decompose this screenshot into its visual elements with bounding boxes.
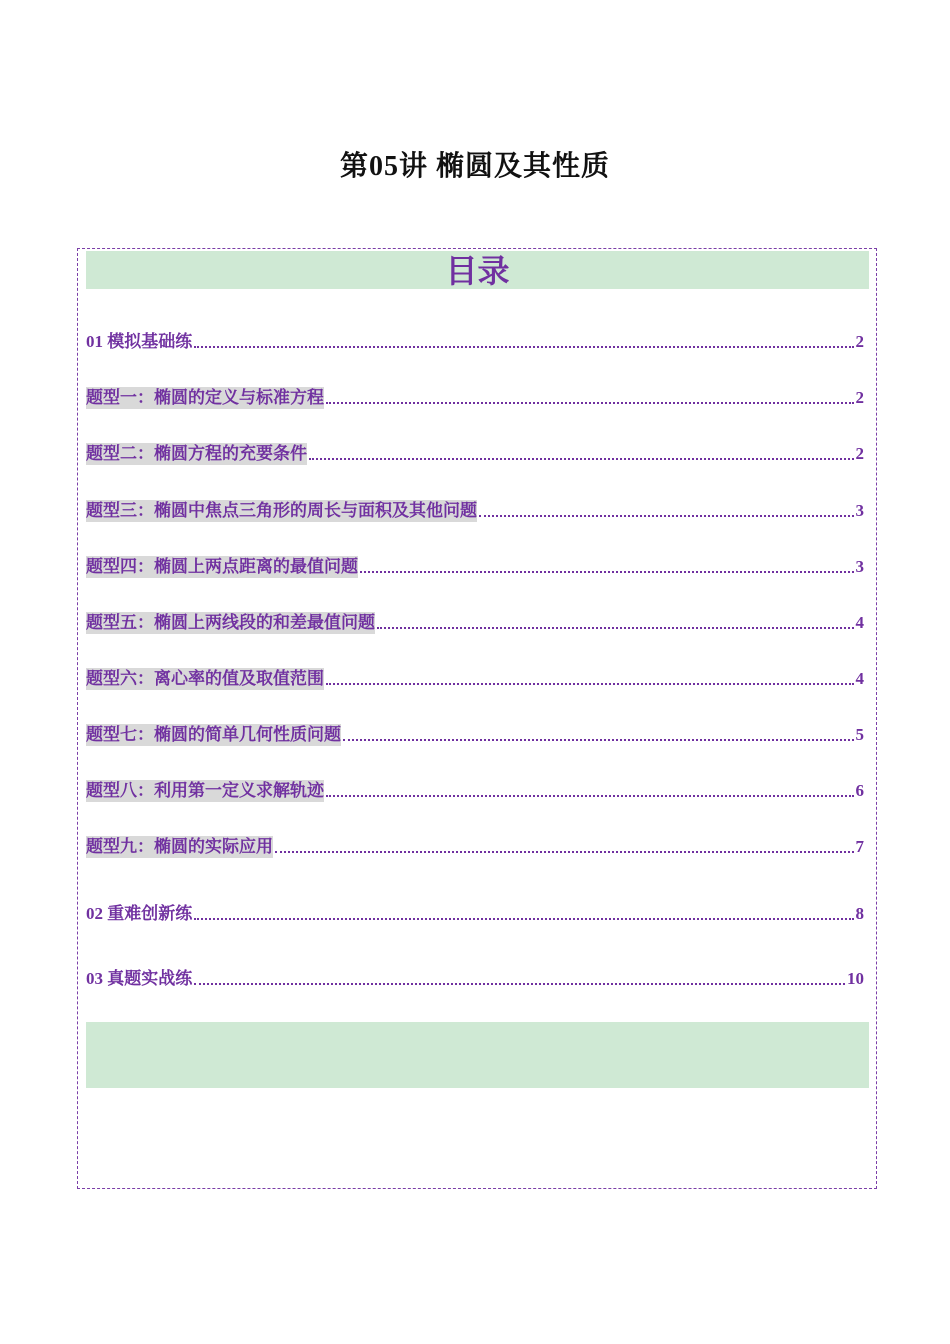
toc-entry-label: 题型七：椭圆的简单几何性质问题	[86, 725, 341, 744]
toc-entry-page: 5	[855, 725, 864, 744]
toc-leader-dots	[326, 402, 854, 404]
toc-entry-type-8[interactable]	[86, 778, 864, 802]
toc-entry-page: 7	[855, 837, 864, 856]
toc-entry-type-3[interactable]	[86, 498, 864, 522]
toc-entry-type-6[interactable]	[86, 666, 864, 690]
toc-entry-page: 10	[847, 969, 864, 988]
toc-entry-page: 3	[855, 501, 864, 520]
toc-entry-label: 02 重难创新练	[86, 904, 193, 923]
toc-entry-page: 4	[855, 613, 864, 632]
toc-entry-page: 3	[855, 557, 864, 576]
toc-leader-dots	[194, 918, 853, 920]
toc-entry-label: 题型二：椭圆方程的充要条件	[86, 444, 307, 463]
toc-leader-dots	[326, 795, 854, 797]
toc-entry-label: 题型一：椭圆的定义与标准方程	[86, 388, 324, 407]
toc-leader-dots	[360, 571, 854, 573]
toc-entry-type-5[interactable]	[86, 610, 864, 634]
toc-entry-type-1[interactable]	[86, 385, 864, 409]
toc-leader-dots	[343, 739, 854, 741]
toc-entry-type-7[interactable]	[86, 722, 864, 746]
toc-leader-dots	[326, 683, 854, 685]
toc-leader-dots	[275, 851, 854, 853]
toc-entry-label: 题型五：椭圆上两线段的和差最值问题	[86, 613, 375, 632]
toc-entry-label: 题型八：利用第一定义求解轨迹	[86, 781, 324, 800]
toc-leader-dots	[377, 627, 854, 629]
toc-entry-basic-practice[interactable]	[86, 329, 864, 353]
toc-entry-label: 题型四：椭圆上两点距离的最值问题	[86, 557, 358, 576]
table-of-contents	[77, 248, 877, 1189]
toc-entry-label: 题型九：椭圆的实际应用	[86, 837, 273, 856]
toc-leader-dots	[479, 515, 854, 517]
toc-footer-band	[86, 1022, 869, 1088]
toc-entry-label: 03 真题实战练	[86, 969, 193, 988]
toc-entry-label: 题型三：椭圆中焦点三角形的周长与面积及其他问题	[86, 501, 477, 520]
toc-entry-page: 6	[855, 781, 864, 800]
toc-entry-page: 8	[855, 904, 864, 923]
toc-heading: 目录	[86, 251, 869, 289]
toc-entry-advanced-practice[interactable]	[86, 901, 864, 925]
toc-entry-page: 2	[855, 332, 864, 351]
toc-entry-page: 2	[855, 444, 864, 463]
toc-entry-type-9[interactable]	[86, 834, 864, 858]
toc-leader-dots	[309, 458, 854, 460]
document-title: 第05讲 椭圆及其性质	[339, 151, 610, 182]
toc-leader-dots	[194, 983, 845, 985]
toc-leader-dots	[194, 346, 853, 348]
toc-entry-type-4[interactable]	[86, 554, 864, 578]
toc-entry-page: 2	[855, 388, 864, 407]
toc-entry-exam-practice[interactable]	[86, 966, 864, 990]
toc-entry-type-2[interactable]	[86, 441, 864, 465]
toc-entry-label: 题型六：离心率的值及取值范围	[86, 669, 324, 688]
toc-entry-page: 4	[855, 669, 864, 688]
toc-entry-label: 01 模拟基础练	[86, 332, 193, 351]
